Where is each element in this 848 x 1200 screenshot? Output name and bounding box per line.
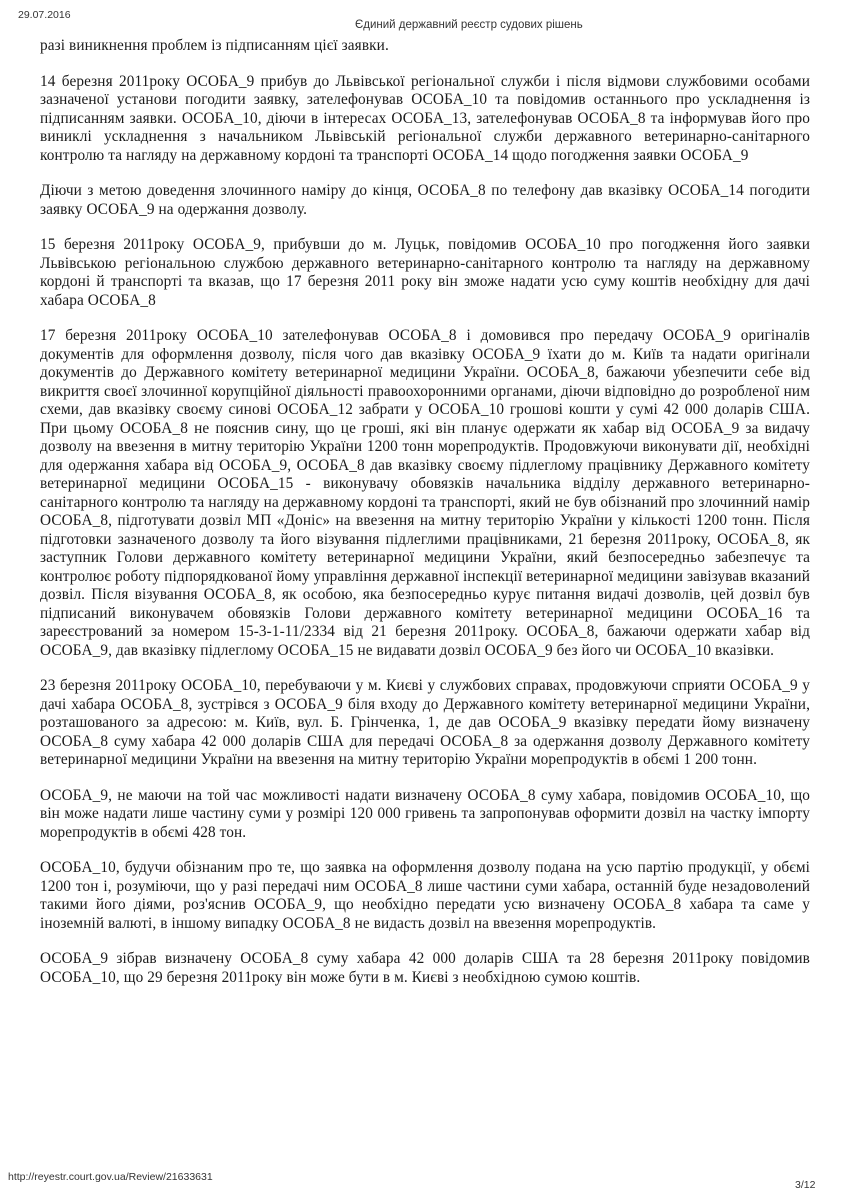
header-title: Єдиний державний реєстр судових рішень <box>355 19 583 31</box>
paragraph: 15 березня 2011року ОСОБА_9, прибувши до м. Луцьк, повідомив ОСОБА_10 про погодження його заявки Львівською регіональною службою державного ветеринарно-санітарного контролю та нагляду на державному кордоні й транспорті та вказав, що 17 березня 2011 року він зможе надати усю суму коштів необхідну для дачі хабара ОСОБА_8 <box>40 236 810 309</box>
document-body <box>40 37 810 987</box>
header-date: 29.07.2016 <box>18 9 71 21</box>
paragraph: 14 березня 2011року ОСОБА_9 прибув до Львівської регіональної служби і після відмови службовими особами зазначеної установи погодити заявку, зателефонував ОСОБА_10 та повідомив останнього про ускладнення із підписанням заявки. ОСОБА_10, діючи в інтересах ОСОБА_13, зателефонував ОСОБА_8 та інформував його про виниклі ускладнення з начальником Львівській регіональної служби державного ветеринарно-санітарного контролю та нагляду на державному кордоні та транспорті ОСОБА_14 щодо погодження заявки ОСОБА_9 <box>40 72 810 164</box>
paragraph: ОСОБА_9 зібрав визначену ОСОБА_8 суму хабара 42 000 доларів США та 28 березня 2011року повідомив ОСОБА_10, що 29 березня 2011року він може бути в м. Києві з необхідною сумою коштів. <box>40 950 810 986</box>
page-number: 3/12 <box>795 1179 816 1191</box>
paragraph: 17 березня 2011року ОСОБА_10 зателефонував ОСОБА_8 і домовився про передачу ОСОБА_9 оригіналів документів для оформлення дозволу, після чого дав вказівку ОСОБА_9 їхати до м. Київ та надати оригінали документів до Державного комітету ветеринарної медицини України. ОСОБА_8, бажаючи убезпечити себе від викриття своєї злочинної корупційної діяльності правоохоронними органами, діючи відповідно до розробленої ним схеми, дав вказівку своєму синові ОСОБА_12 забрати у ОСОБА_10 грошові кошти у сумі 42 000 доларів США. При цьому ОСОБА_8 не пояснив сину, що це гроші, які він планує одержати як хабар від ОСОБА_9 за видачу дозволу на ввезення в митну територію України 1200 тонн морепродуктів. Продовжуючи виконувати дії, необхідні для одержання хабара від ОСОБА_9, ОСОБА_8 дав вказівку своєму підлеглому працівнику Державного комітету ветеринарної медицини ОСОБА_15 - виконувачу обовязків начальника відділу державного ветеринарно-санітарного контролю та нагляду на державному кордоні та транспорті, який не був обізнаний про злочинний намір ОСОБА_8, підготувати дозвіл МП «Доніс» на ввезення на митну територію України у кількості 1200 тонн. Після підготовки зазначеного дозволу та його візування підлеглими працівниками, 21 березня 2011року, ОСОБА_8, як заступник Голови державного комітету ветеринарної медицини України, який безпосередньо забезпечує та контролює роботу підпорядкованої йому управління державної інспекції ветеринарної медицини завізував вказаний дозвіл. Після візування ОСОБА_8, як особою, яка безпосередньо курує питання видачі дозволів, цей дозвіл був підписаний виконувачем обовязків Голови державного комітету ветеринарної медицини ОСОБА_16 та зареєстрований за номером 15-3-1-11/2334 від 21 березня 2011року. ОСОБА_8, бажаючи одержати хабар від ОСОБА_9, дав вказівку підлеглому ОСОБА_15 не видавати дозвіл ОСОБА_9 без його чи ОСОБА_10 вказівки. <box>40 327 810 659</box>
paragraph: 23 березня 2011року ОСОБА_10, перебуваючи у м. Києві у службових справах, продовжуючи сприяти ОСОБА_9 у дачі хабара ОСОБА_8, зустрівся з ОСОБА_9 біля входу до Державного комітету ветеринарної медицини України, розташованого за адресою: м. Київ, вул. Б. Грінченка, 1, де дав ОСОБА_9 вказівку передати йому визначену ОСОБА_8 суму хабара 42 000 доларів США для передачі ОСОБА_8 за одержання дозволу Державного комітету ветеринарної медицини України на ввезення на митну територію України морепродуктів в обємі 1 200 тонн. <box>40 677 810 768</box>
footer-url: http://reyestr.court.gov.ua/Review/21633631 <box>8 1171 213 1183</box>
paragraph: Діючи з метою доведення злочинного наміру до кінця, ОСОБА_8 по телефону дав вказівку ОСОБА_14 погодити заявку ОСОБА_9 на одержання дозволу. <box>40 182 810 218</box>
paragraph: ОСОБА_10, будучи обізнаним про те, що заявка на оформлення дозволу подана на усю партію продукції, у обємі 1200 тон і, розуміючи, що у разі передачі ним ОСОБА_8 лише частини суми хабара, останній буде незадоволений такими його діями, роз'яснив ОСОБА_9, що необхідно передати усю визначену ОСОБА_8 хабара та саме у іноземній валюті, в іншому випадку ОСОБА_8 не видасть дозвіл на ввезення морепродуктів. <box>40 859 810 932</box>
paragraph: разі виникнення проблем із підписанням цієї заявки. <box>40 37 389 54</box>
paragraph: ОСОБА_9, не маючи на той час можливості надати визначену ОСОБА_8 суму хабара, повідомив ОСОБА_10, що він може надати лише частину суми у розмірі 120 000 гривень та запропонував оформити дозвіл на частку імпорту морепродуктів в обємі 428 тон. <box>40 786 810 841</box>
